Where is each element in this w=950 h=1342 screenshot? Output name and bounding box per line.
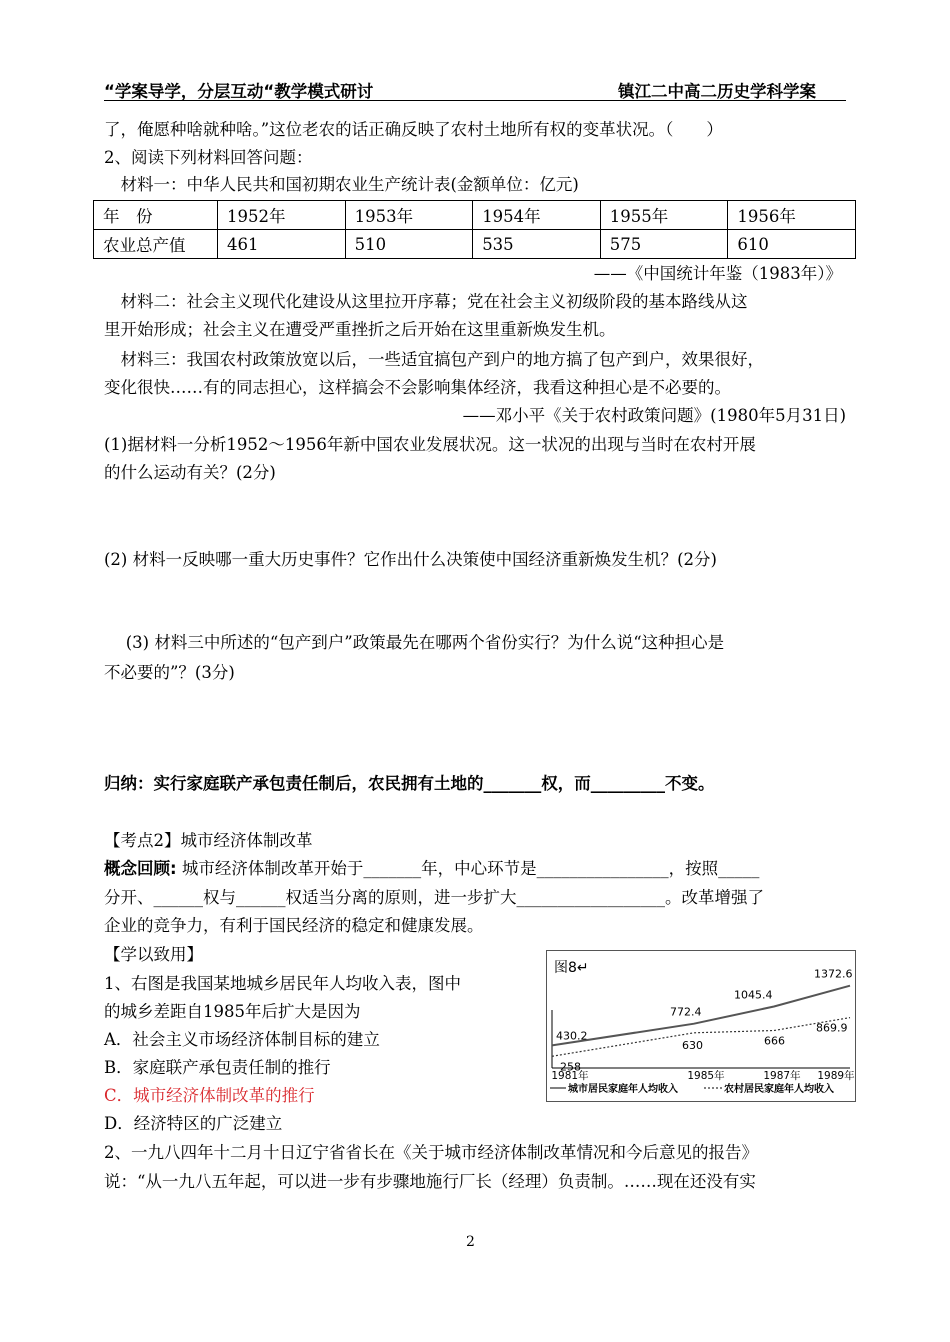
source-citation: ——《中国统计年鉴（1983年）》	[593, 264, 842, 283]
question-2-heading: 2、阅读下列材料回答问题：	[104, 148, 313, 167]
table-cell: 535	[473, 230, 601, 259]
rural-data-label: 666	[764, 1034, 785, 1048]
concept-review-text: 城市经济体制改革开始于_______年，中心环节是________________，按照_____	[176, 859, 760, 878]
concept-review-label: 概念回顾:	[104, 859, 177, 878]
question-3-line: (3) 材料三中所述的“包产到户”政策最先在哪两个省份实行？为什么说“这种担心是	[104, 633, 725, 652]
x-tick-label: 1981年	[551, 1070, 589, 1082]
table-header-row	[94, 201, 856, 230]
material-2-line: 材料二：社会主义现代化建设从这里拉开序幕；党在社会主义初级阶段的基本路线从这	[104, 292, 748, 311]
option-a: A．社会主义市场经济体制目标的建立	[104, 1030, 380, 1049]
table-cell: 1956年	[728, 201, 856, 230]
concept-review-line: 分开、______权与______权适当分离的原则，进一步扩大__________________。改革增强了	[104, 888, 764, 907]
table-cell: 510	[345, 230, 473, 259]
option-c: C．城市经济体制改革的推行	[104, 1086, 315, 1105]
header-left-title: “学案导学，分层互动“教学模式研讨	[104, 82, 374, 101]
source-citation: ——邓小平《关于农村政策问题》(1980年5月31日)	[462, 406, 846, 425]
table-cell: 1955年	[600, 201, 728, 230]
material-2-line: 里开始形成；社会主义在遭受严重挫折之后开始在这里重新焕发生机。	[104, 320, 616, 339]
concept-review-line	[104, 857, 759, 881]
rural-data-label: 869.9	[816, 1021, 848, 1035]
question-2-line: (2) 材料一反映哪一重大历史事件？它作出什么决策使中国经济重新焕发生机？(2分)	[104, 550, 717, 569]
urban-data-label: 1372.6	[814, 967, 853, 981]
material-1-caption: 材料一：中华人民共和国初期农业生产统计表(金额单位：亿元)	[104, 175, 579, 194]
table-row	[94, 230, 856, 259]
x-tick-label: 1985年	[687, 1070, 725, 1082]
urban-data-label: 430.2	[556, 1029, 588, 1043]
apply-heading: 【学以致用】	[104, 945, 203, 964]
question-1-line: (1)据材料一分析1952～1956年新中国农业发展状况。这一状况的出现与当时在农村开展	[104, 435, 756, 454]
question-3-line: 不必要的”？(3分)	[104, 663, 235, 682]
table-cell: 461	[218, 230, 346, 259]
legend-rural-label: 农村居民家庭年人均收入	[724, 1084, 834, 1095]
table-cell: 年 份	[94, 201, 218, 230]
topic-2-heading: 【考点2】城市经济体制改革	[104, 831, 313, 850]
table-cell: 610	[728, 230, 856, 259]
rural-data-label: 258	[560, 1060, 581, 1074]
x-tick-label: 1989年	[817, 1070, 855, 1082]
income-line-chart	[546, 950, 856, 1102]
legend-urban-label: 城市居民家庭年人均收入	[568, 1084, 678, 1095]
option-b: B．家庭联产承包责任制的推行	[104, 1058, 331, 1077]
urban-data-label: 1045.4	[734, 988, 773, 1002]
table-cell: 1953年	[345, 201, 473, 230]
page-number: 2	[466, 1234, 475, 1250]
practice-1-line: 1、右图是我国某地城乡居民年人均收入表，图中	[104, 974, 461, 993]
concept-review-line: 企业的竞争力，有利于国民经济的稳定和健康发展。	[104, 916, 484, 935]
text-line: 了，俺愿种啥就种啥。”这位老农的话正确反映了农村土地所有权的变革状况。（ ）	[104, 120, 723, 139]
agriculture-stat-table	[93, 200, 856, 259]
summary-line: 归纳：实行家庭联产承包责任制后，农民拥有土地的_______权，而_________不变。	[104, 774, 715, 793]
practice-1-line: 的城乡差距自1985年后扩大是因为	[104, 1002, 361, 1021]
option-d: D．经济特区的广泛建立	[104, 1114, 283, 1133]
practice-2-line: 说：“从一九八五年起，可以进一步有步骤地施行厂长（经理）负责制。……现在还没有实	[104, 1172, 756, 1191]
material-3-line: 变化很快……有的同志担心，这样搞会不会影响集体经济，我看这种担心是不必要的。	[104, 378, 731, 397]
table-cell: 1954年	[473, 201, 601, 230]
rural-data-label: 630	[682, 1038, 703, 1052]
header-right-title: 镇江二中高二历史学科学案	[618, 82, 816, 101]
material-3-line: 材料三：我国农村政策放宽以后，一些适宜搞包产到户的地方搞了包产到户，效果很好，	[104, 350, 764, 369]
urban-data-label: 772.4	[670, 1005, 702, 1019]
table-cell: 575	[600, 230, 728, 259]
x-tick-label: 1987年	[763, 1070, 801, 1082]
table-cell: 农业总产值	[94, 230, 218, 259]
table-cell: 1952年	[218, 201, 346, 230]
question-1-line: 的什么运动有关？(2分)	[104, 463, 276, 482]
practice-2-line: 2、一九八四年十二月十日辽宁省省长在《关于城市经济体制改革情况和今后意见的报告》	[104, 1143, 758, 1162]
chart-title: 图8↵	[554, 960, 589, 976]
page-header	[104, 76, 846, 101]
